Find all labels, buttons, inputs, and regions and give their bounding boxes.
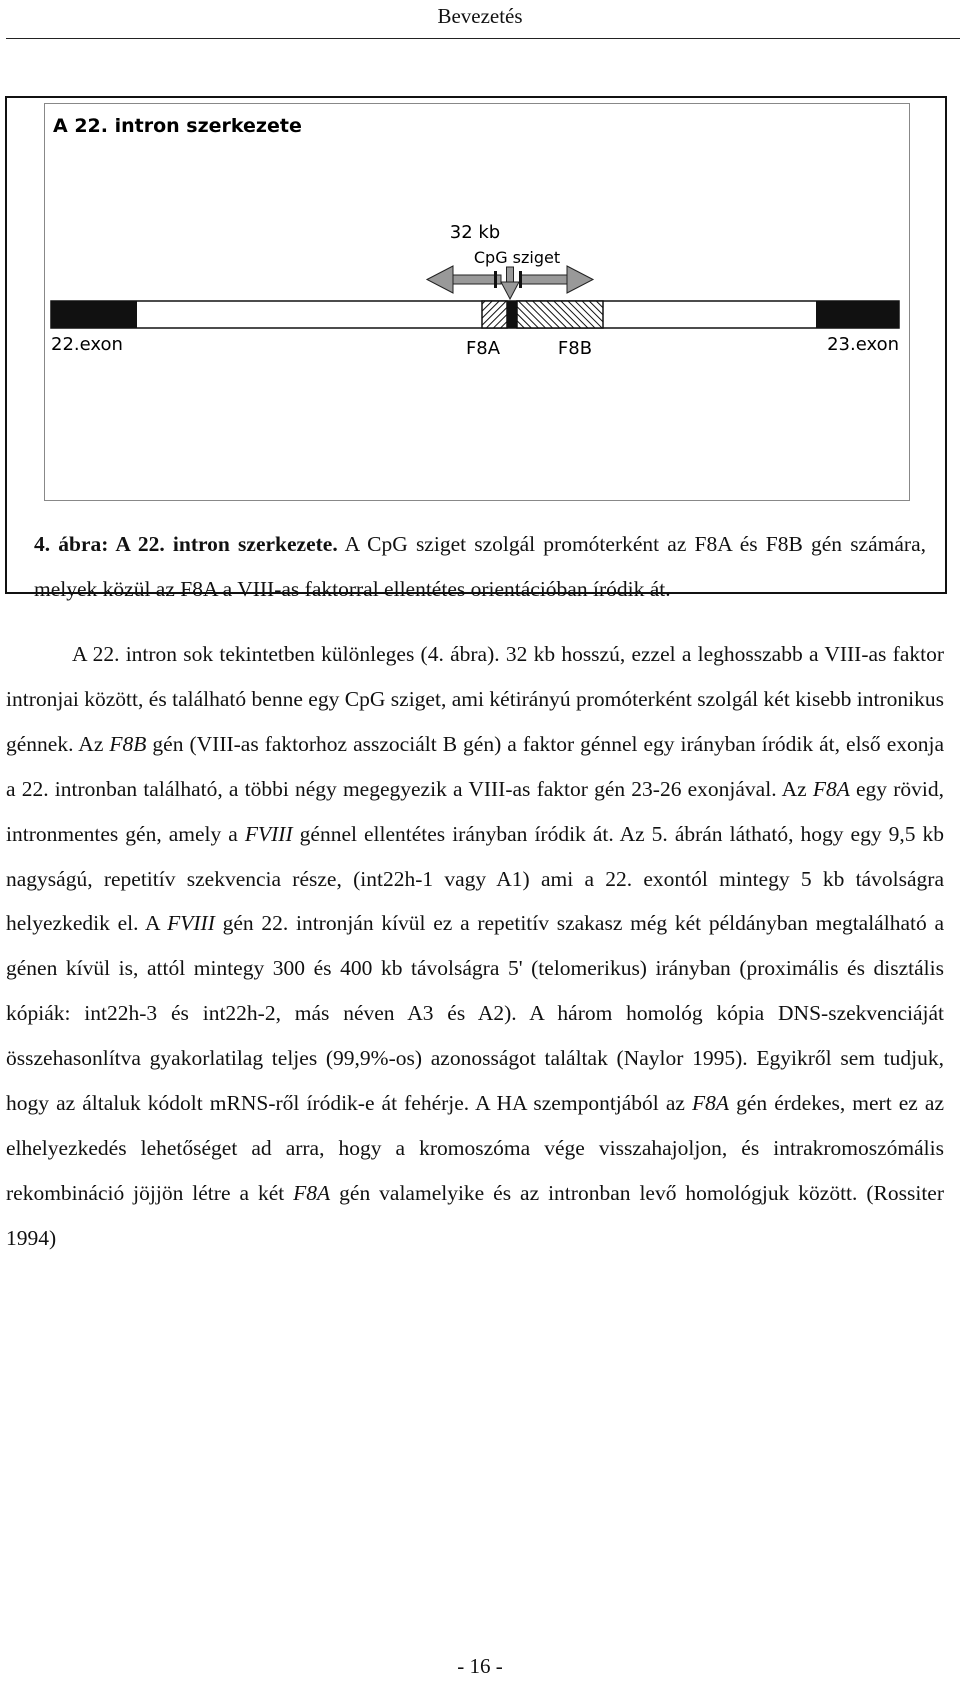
exon-23-block [816, 301, 899, 328]
header-divider [6, 38, 960, 39]
text-segment: A 22. intron sok tekintetben különleges (4. ábra). 32 kb hosszú, ezzel a leghosszabb a VIII-as faktor intronjai között, és található benne egy CpG sziget, ami kétirányú promóterként szolgál két kisebb intronikus génnek. Az [6, 642, 944, 756]
text-segment: gén valamelyike és az intronban levő homológjuk között. (Rossiter 1994) [6, 1180, 944, 1250]
exon-22-label: 22.exon [51, 334, 123, 355]
page-header: Bevezetés [437, 4, 523, 28]
text-segment: gén 22. intronján kívül ez a repetitív szakasz még két példányban megtalálható a génen kívül is, attól mintegy 300 és 400 kb távolságra 5' (telomerikus) irányban (proximális és disztális kópiák: int22h-3 és int22h-2, más néven A3 és A2). A három homológ kópia DNS-szekvenciáját összehasonlítva gyakorlatilag teljes (99,9%-os) azonosságot találtak (Naylor 1995). Egyikről sem tudjuk, hogy az általuk kódolt mRNS-ről íródik-e át fehérje. A HA szempontjából az [6, 911, 944, 1116]
gene-name-fviii: FVIII [167, 911, 215, 936]
text-segment: gén (VIII-as faktorhoz asszociált B gén) a faktor génnel egy irányban íródik át, első exonja a 22. intronban található, a többi négy megegyezik a VIII-as faktor gén 23-26 exonjával. Az [6, 731, 944, 801]
gene-name-f8b: F8B [109, 731, 147, 756]
f8a-gene-block [482, 301, 507, 328]
cpg-down-arrow [501, 267, 519, 299]
gene-name-f8a: F8A [692, 1091, 730, 1116]
paragraph-text [6, 632, 944, 1261]
body-paragraph [6, 632, 944, 1261]
intron-line [51, 301, 899, 328]
exon-23-label: 23.exon [827, 334, 899, 355]
text-segment: génnel ellentétes irányban íródik át. Az 5. ábrán látható, hogy egy 9,5 kb nagyságú, repetitív szekvencia része, (int22h-1 vagy A1) ami a 22. exontól mintegy 5 kb távolságra helyezkedik el. A [6, 821, 945, 936]
gene-name-f8a: F8A [812, 776, 850, 801]
cpg-tick-right [519, 271, 522, 288]
f8b-direction-arrow [521, 266, 593, 293]
gene-name-f8a: F8A [293, 1180, 331, 1205]
f8a-direction-arrow [427, 266, 501, 293]
figure-caption-label: 4. ábra: A 22. intron szerkezete. [34, 532, 338, 556]
intron-diagram [44, 103, 910, 501]
f8b-label: F8B [557, 338, 593, 359]
size-label: 32 kb [449, 222, 501, 243]
figure-frame [5, 96, 947, 601]
gene-name-fviii: FVIII [244, 821, 293, 846]
diagram-title: A 22. intron szerkezete [53, 115, 302, 137]
text-segment: gén érdekes, mert ez az elhelyezkedés lehetőséget ad arra, hogy a kromoszóma vége visszahajoljon, és intrakromoszómális rekombináció jöjjön létre a két [6, 1091, 944, 1205]
f8b-gene-block [517, 301, 603, 328]
f8a-label: F8A [465, 338, 501, 359]
intron-structure-svg [45, 104, 909, 500]
figure-caption-text: A CpG sziget szolgál promóterként az F8A és F8B gén számára, melyek közül az F8A a VIII-as faktorral ellentétes orientációban íródik át. [34, 532, 926, 601]
page-number: - 16 - [457, 1654, 503, 1678]
figure-caption [34, 522, 926, 612]
exon-22-block [51, 301, 137, 328]
cpg-island-block [507, 301, 517, 328]
cpg-tick-left [494, 271, 497, 288]
cpg-island-label: CpG sziget [473, 248, 561, 267]
text-segment: egy rövid, intronmentes gén, amely a [6, 776, 944, 846]
